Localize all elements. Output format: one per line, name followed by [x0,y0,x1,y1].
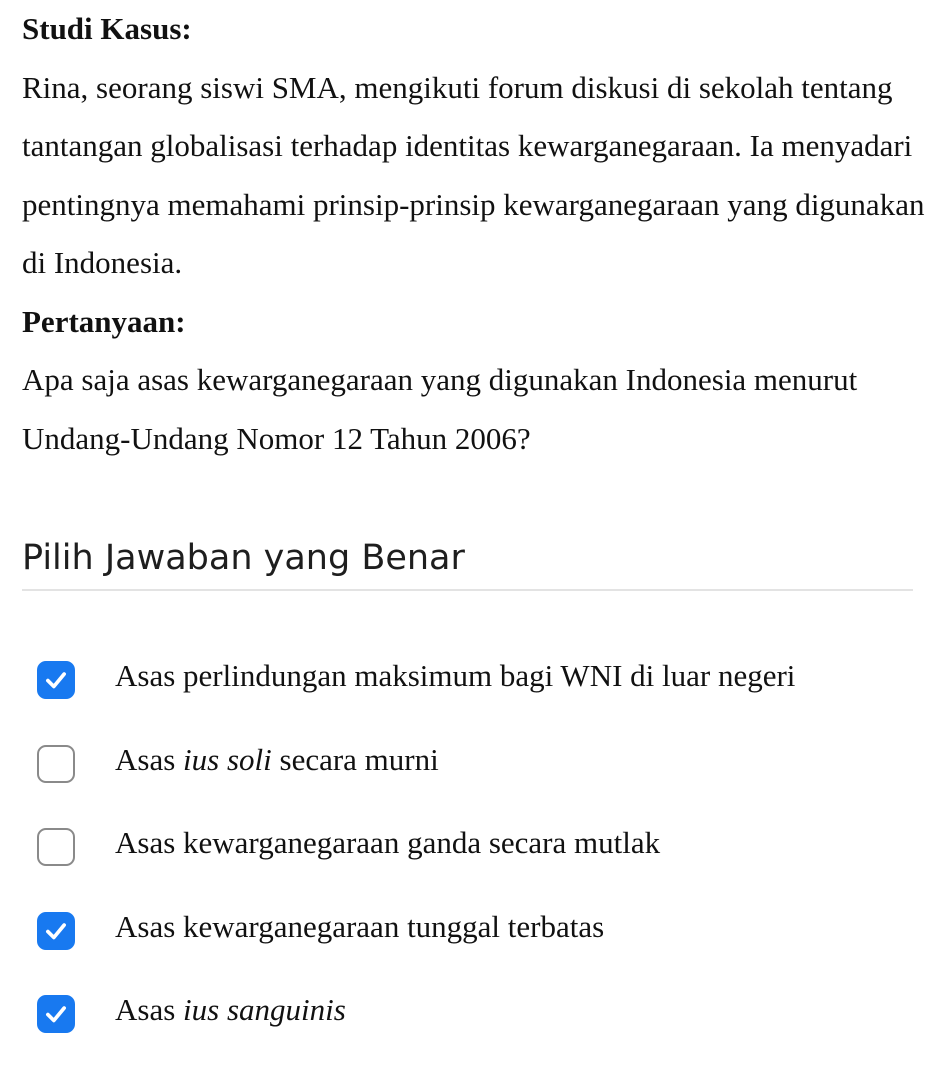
answer-option-4[interactable] [0,891,941,975]
case-study-heading: Studi Kasus: [22,11,192,46]
answer-option-5[interactable] [0,974,941,1058]
question-text: Apa saja asas kewarganegaraan yang digunakan Indonesia menurut Undang-Undang Nomor 12 Tahun 2006? [22,362,858,456]
checkmark-icon [43,918,69,944]
option-checkbox[interactable] [37,828,75,866]
answer-option-2[interactable] [0,724,941,808]
case-study-text: Rina, seorang siswi SMA, mengikuti forum diskusi di sekolah tentang tantangan globalisasi terhadap identitas kewarganegaraan. Ia menyadari pentingnya memahami prinsip-prinsip kewarganegaraan yang digunakan di Indonesia. [22,69,925,280]
option-label: Asas ius sanguinis [115,992,346,1027]
option-label: Asas kewarganegaraan tunggal terbatas [115,908,605,944]
option-checkbox[interactable] [37,661,75,699]
answer-option-3[interactable] [0,807,941,891]
checkmark-icon [43,1001,69,1027]
checkmark-icon [43,667,69,693]
question-block [22,0,927,468]
answer-section-title: Pilih Jawaban yang Benar [22,538,465,578]
question-heading: Pertanyaan: [22,303,186,339]
answer-options [0,640,941,1058]
option-checkbox[interactable] [37,995,75,1033]
answer-option-1[interactable] [0,640,941,724]
option-checkbox[interactable] [37,912,75,950]
option-checkbox[interactable] [37,745,75,783]
option-label: Asas kewarganegaraan ganda secara mutlak [115,825,661,860]
option-label: Asas perlindungan maksimum bagi WNI di luar negeri [115,658,796,693]
option-label: Asas ius soli secara murni [115,741,439,777]
section-divider [22,589,913,591]
